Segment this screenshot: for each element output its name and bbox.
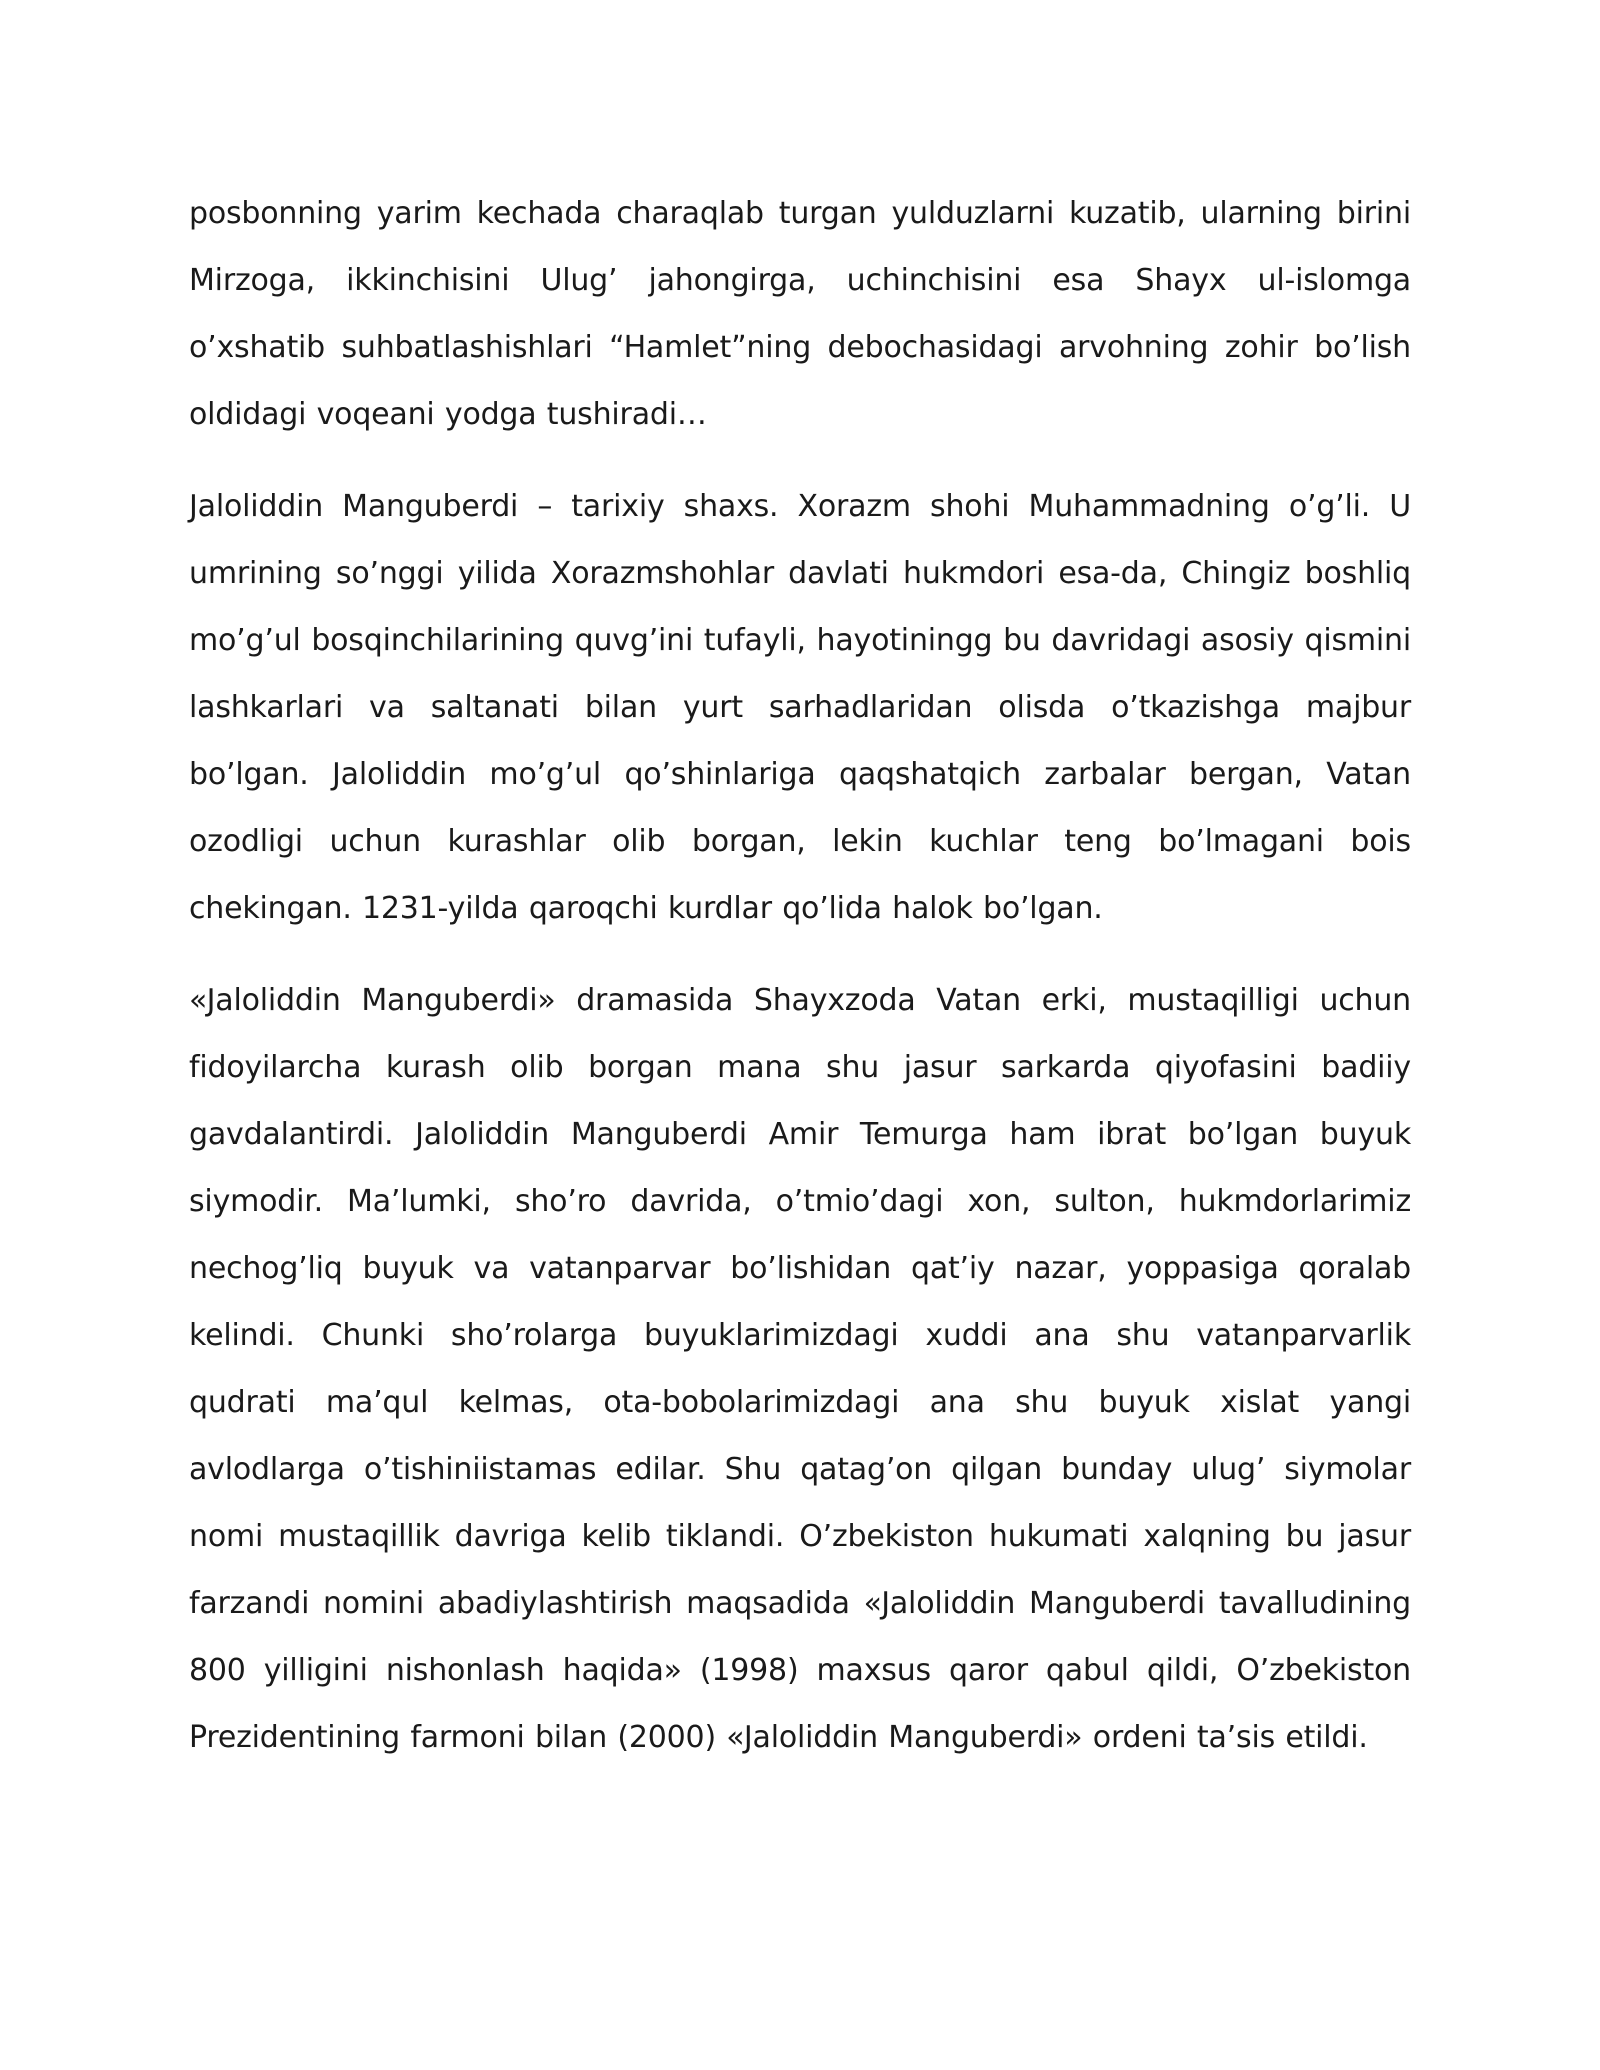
document-body [189, 180, 1411, 1796]
paragraph: Jaloliddin Manguberdi – tarixiy shaxs. Xorazm shohi Muhammadning o’g’li. U umrining so’nggi yilida Xorazmshohlar davlati hukmdori esa-da, Chingiz boshliq mo’g’ul bosqinchilarining quvg’ini tufayli, hayotiningg bu davridagi asosiy qismini lashkarlari va saltanati bilan yurt sarhadlaridan olisda o’tkazishga majbur bo’lgan. Jaloliddin mo’g’ul qo’shinlariga qaqshatqich zarbalar bergan, Vatan ozodligi uchun kurashlar olib borgan, lekin kuchlar teng bo’lmagani bois chekingan. 1231-yilda qaroqchi kurdlar qo’lida halok bo’lgan. [189, 489, 1411, 926]
paragraph: «Jaloliddin Manguberdi» dramasida Shayxzoda Vatan erki, mustaqilligi uchun fidoyilarcha kurash olib borgan mana shu jasur sarkarda qiyofasini badiiy gavdalantirdi. Jaloliddin Manguberdi Amir Temurga ham ibrat bo’lgan buyuk siymodir. Ma’lumki, sho’ro davrida, o’tmio’dagi xon, sulton, hukmdorlarimiz nechog’liq buyuk va vatanparvar bo’lishidan qat’iy nazar, yoppasiga qoralab kelindi. Chunki sho’rolarga buyuklarimizdagi xuddi ana shu vatanparvarlik qudrati ma’qul kelmas, ota-bobolarimizdagi ana shu buyuk xislat yangi avlodlarga o’tishiniistamas edilar. Shu qatag’on qilgan bunday ulug’ siymolar nomi mustaqillik davriga kelib tiklandi. O’zbekiston hukumati xalqning bu jasur farzandi nomini abadiylashtirish maqsadida «Jaloliddin Manguberdi tavalludining 800 yilligini nishonlash haqida» (1998) maxsus qaror qabul qildi, O’zbekiston Prezidentining farmoni bilan (2000) «Jaloliddin Manguberdi» ordeni ta’sis etildi. [189, 983, 1411, 1755]
paragraph: posbonning yarim kechada charaqlab turgan yulduzlarni kuzatib, ularning birini Mirzoga, ikkinchisini Ulug’ jahongirga, uchinchisini esa Shayx ul-islomga o’xshatib suhbatlashishlari “Hamlet”ning debochasidagi arvohning zohir bo’lish oldidagi voqeani yodga tushiradi… [189, 196, 1411, 432]
